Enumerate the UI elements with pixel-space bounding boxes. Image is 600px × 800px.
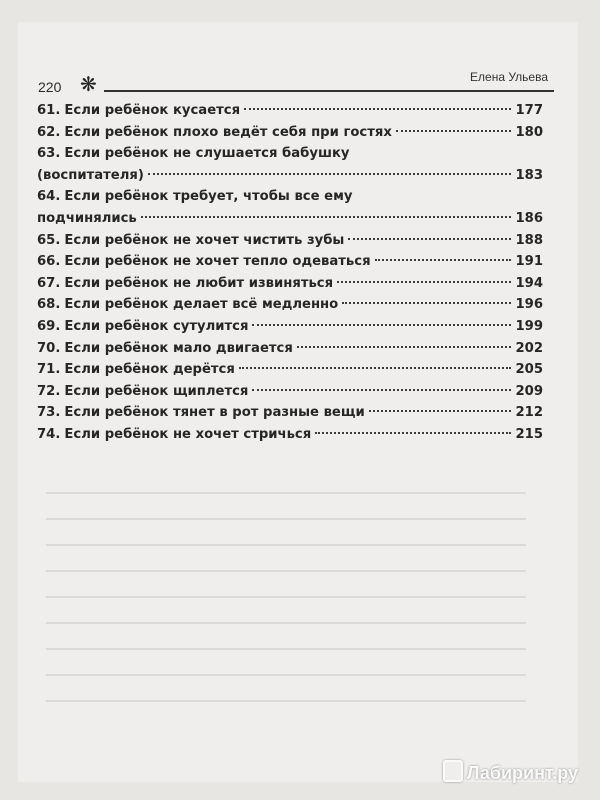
toc-entry-line bbox=[37, 165, 543, 187]
header-rule bbox=[104, 90, 554, 92]
toc-dot-leader bbox=[148, 173, 512, 175]
toc-page-number: 212 bbox=[515, 405, 543, 421]
toc-entry-title: Если ребёнок кусается bbox=[64, 103, 241, 118]
table-of-contents bbox=[37, 100, 543, 446]
show-through-text bbox=[46, 492, 526, 752]
toc-entry-number: 62. bbox=[37, 124, 61, 140]
toc-dot-leader bbox=[252, 389, 511, 391]
toc-page-number: 202 bbox=[515, 340, 543, 356]
toc-entry-title: Если ребёнок сутулится bbox=[64, 318, 249, 334]
toc-entry-title: Если ребёнок дерётся bbox=[64, 362, 235, 378]
toc-page-number: 180 bbox=[515, 124, 543, 140]
page-number: 220 bbox=[38, 79, 62, 95]
toc-entry-number: 74. bbox=[37, 426, 61, 442]
toc-dot-leader bbox=[239, 367, 512, 369]
toc-entry-number: 71. bbox=[37, 362, 61, 378]
toc-dot-leader bbox=[342, 302, 511, 304]
toc-entry-line bbox=[37, 381, 543, 403]
ornament-icon: ❋ bbox=[80, 72, 97, 96]
toc-entry-title: Если ребёнок требует, чтобы все ему bbox=[64, 189, 353, 205]
toc-dot-leader bbox=[315, 432, 511, 434]
toc-entry-title: Если ребёнок не любит извиняться bbox=[64, 275, 334, 291]
toc-page-number: 205 bbox=[515, 362, 543, 378]
toc-entry-number: 61. bbox=[37, 103, 61, 118]
toc-dot-leader bbox=[369, 410, 512, 412]
toc-page-number: 183 bbox=[515, 167, 543, 183]
toc-entry-line bbox=[37, 338, 543, 360]
labirint-logo-icon bbox=[443, 760, 463, 782]
toc-entry-line bbox=[37, 316, 543, 338]
toc-dot-leader bbox=[244, 108, 511, 110]
toc-entry-number: 66. bbox=[37, 254, 61, 270]
toc-entry-title: Если ребёнок не слушается бабушку bbox=[64, 146, 350, 162]
toc-page-number: 194 bbox=[515, 275, 543, 291]
watermark bbox=[443, 760, 578, 784]
watermark-text: Лабиринт.ру bbox=[466, 763, 578, 783]
toc-page-number: 177 bbox=[515, 103, 543, 118]
toc-page-number: 191 bbox=[515, 254, 543, 270]
toc-entry-line bbox=[37, 359, 543, 381]
toc-entry-number: 69. bbox=[37, 318, 61, 334]
toc-entry-title: Если ребёнок не хочет тепло одеваться bbox=[64, 254, 371, 270]
toc-entry-number: 72. bbox=[37, 383, 61, 399]
toc-dot-leader bbox=[337, 281, 511, 283]
toc-entry-title: Если ребёнок не хочет чистить зубы bbox=[64, 232, 345, 248]
toc-page-number: 215 bbox=[515, 426, 543, 442]
toc-entry-line bbox=[37, 402, 543, 424]
toc-dot-leader bbox=[396, 130, 512, 132]
toc-entry-line bbox=[37, 273, 543, 295]
toc-dot-leader bbox=[141, 216, 512, 218]
toc-entry-title: Если ребёнок делает всё медленно bbox=[64, 297, 339, 313]
toc-entry-number: 65. bbox=[37, 232, 61, 248]
book-page bbox=[18, 22, 578, 782]
toc-entry-line bbox=[37, 208, 543, 230]
toc-dot-leader bbox=[252, 324, 511, 326]
toc-entry-number: 64. bbox=[37, 189, 61, 205]
toc-entry-line bbox=[37, 100, 543, 122]
toc-entry-line bbox=[37, 186, 543, 208]
toc-entry-number: 73. bbox=[37, 405, 61, 421]
toc-page-number: 196 bbox=[515, 297, 543, 313]
toc-dot-leader bbox=[375, 259, 512, 261]
toc-entry-number: 68. bbox=[37, 297, 61, 313]
toc-entry-title: подчинялись bbox=[37, 210, 137, 226]
toc-entry-title: Если ребёнок тянет в рот разные вещи bbox=[64, 405, 365, 421]
toc-dot-leader bbox=[297, 346, 512, 348]
author-name: Елена Ульева bbox=[470, 70, 548, 84]
toc-entry-title: Если ребёнок не хочет стричься bbox=[64, 426, 312, 442]
toc-entry-title: (воспитателя) bbox=[37, 167, 144, 183]
toc-entry-title: Если ребёнок мало двигается bbox=[64, 340, 293, 356]
toc-entry-line bbox=[37, 251, 543, 273]
toc-page-number: 188 bbox=[515, 232, 543, 248]
toc-entry-title: Если ребёнок щиплется bbox=[64, 383, 249, 399]
toc-page-number: 199 bbox=[515, 318, 543, 334]
toc-entry-number: 67. bbox=[37, 275, 61, 291]
toc-page-number: 209 bbox=[515, 383, 543, 399]
toc-entry-title: Если ребёнок плохо ведёт себя при гостях bbox=[64, 124, 392, 140]
toc-page-number: 186 bbox=[515, 210, 543, 226]
toc-entry-line bbox=[37, 230, 543, 252]
toc-entry-line bbox=[37, 122, 543, 144]
toc-entry-number: 63. bbox=[37, 146, 61, 162]
running-header bbox=[18, 64, 578, 94]
toc-entry-line bbox=[37, 294, 543, 316]
toc-entry-line bbox=[37, 424, 543, 446]
toc-dot-leader bbox=[348, 238, 511, 240]
toc-entry-line bbox=[37, 143, 543, 165]
toc-entry-number: 70. bbox=[37, 340, 61, 356]
